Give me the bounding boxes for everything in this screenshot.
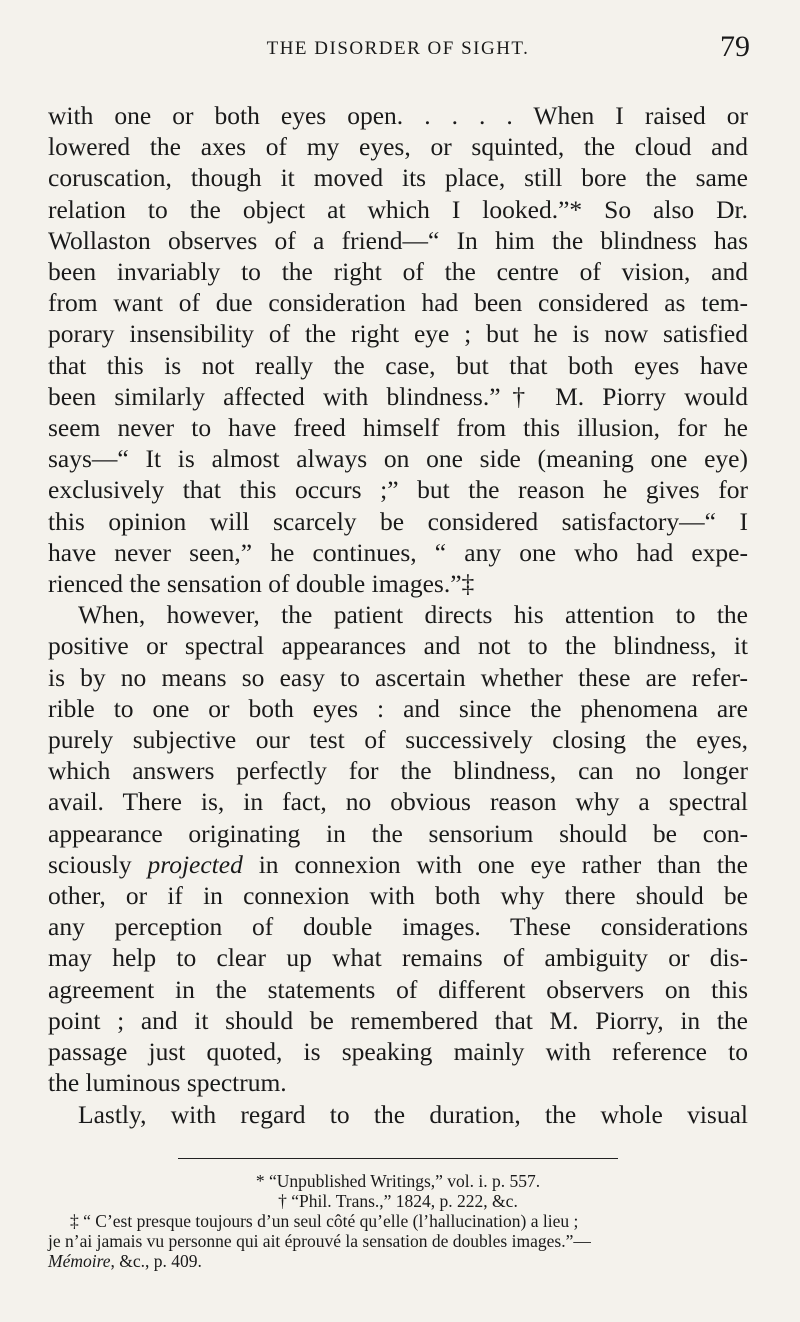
footnote-3-line: je n’ai jamais vu personne qui ait éprouvé la sensation de doubles images.”— [48,1230,591,1251]
footnote-3-line: ‡ “ C’est presque toujours d’un seul côté qu’elle (l’hallucination) a lieu ; [70,1210,579,1231]
text-line: avail. There is, in fact, no obvious reason why a spectral [48,787,748,817]
footnote-3 [48,1211,748,1271]
text-line: point ; and it should be remembered that M. Piorry, in the [48,1005,748,1035]
text-line: Lastly, with regard to the duration, the whole visual [78,1099,748,1129]
text-line: positive or spectral appearances and not to the blindness, it [48,631,748,661]
page-header [48,30,748,76]
text-line: other, or if in connexion with both why there should be [48,881,748,911]
page-number: 79 [720,30,750,63]
text-line: coruscation, though it moved its place, still bore the same [48,163,748,193]
footnote-3-title: Mémoire [48,1250,111,1271]
emphasis-projected: projected [147,849,243,879]
text-line: this opinion will scarcely be considered satisfactory—“ I [48,506,748,536]
text-line: that this is not really the case, but that both eyes have [48,350,748,380]
text-line: been invariably to the right of the centre of vision, and [48,257,748,287]
text-line [48,849,748,880]
text-line: purely subjective our test of successively closing the eyes, [48,725,748,755]
text-line: which answers perfectly for the blindness, can no longer [48,756,748,786]
text-line: may help to clear up what remains of ambiguity or dis- [48,943,748,973]
footnotes [48,1171,748,1271]
text-line: seem never to have freed himself from this illusion, for he [48,413,748,443]
footnote-1: * “Unpublished Writings,” vol. i. p. 557. [255,1170,541,1191]
book-page [48,30,748,1271]
text-line: have never seen,” he continues, “ any one who had expe- [48,537,748,567]
text-line: rible to one or both eyes : and since the phenomena are [48,693,748,723]
text-line: appearance originating in the sensorium should be con- [48,818,748,848]
text-line: exclusively that this occurs ;” but the reason he gives for [48,475,748,505]
text-line: says—“ It is almost always on one side (meaning one eye) [48,444,748,474]
body-text [48,100,748,1130]
text-fragment: in connexion with one eye rather than the [242,849,749,879]
text-line: agreement in the statements of different observers on this [48,974,748,1004]
text-line: When, however, the patient directs his attention to the [78,600,748,630]
text-line: passage just quoted, is speaking mainly with reference to [48,1037,748,1067]
text-line: is by no means so easy to ascertain whether these are refer- [48,662,748,692]
paragraph-3 [48,1099,748,1130]
running-head: THE DISORDER OF SIGHT. [266,38,530,59]
footnote-divider [178,1158,618,1159]
text-line: with one or both eyes open. . . . . When I raised or [48,101,748,130]
text-fragment: sciously [48,849,132,879]
footnote-3-line [48,1251,748,1271]
text-line: the luminous spectrum. [48,1068,287,1098]
footnote-3-tail: , &c., p. 409. [110,1250,202,1271]
text-line: rienced the sensation of double images.”‡ [48,569,475,599]
paragraph-2 [48,599,748,1098]
footnote-2: † “Phil. Trans.,” 1824, p. 222, &c. [278,1190,518,1211]
paragraph-1 [48,100,748,599]
text-line: Wollaston observes of a friend—“ In him the blindness has [48,225,748,255]
text-line: been similarly affected with blindness.”† M. Piorry would [48,381,748,411]
text-line: relation to the object at which I looked.”* So also Dr. [48,194,748,224]
text-line: porary insensibility of the right eye ; but he is now satisfied [48,319,748,349]
text-line: lowered the axes of my eyes, or squinted, the cloud and [48,132,748,162]
text-line: from want of due consideration had been considered as tem- [48,288,748,318]
text-line: any perception of double images. These considerations [48,912,748,942]
